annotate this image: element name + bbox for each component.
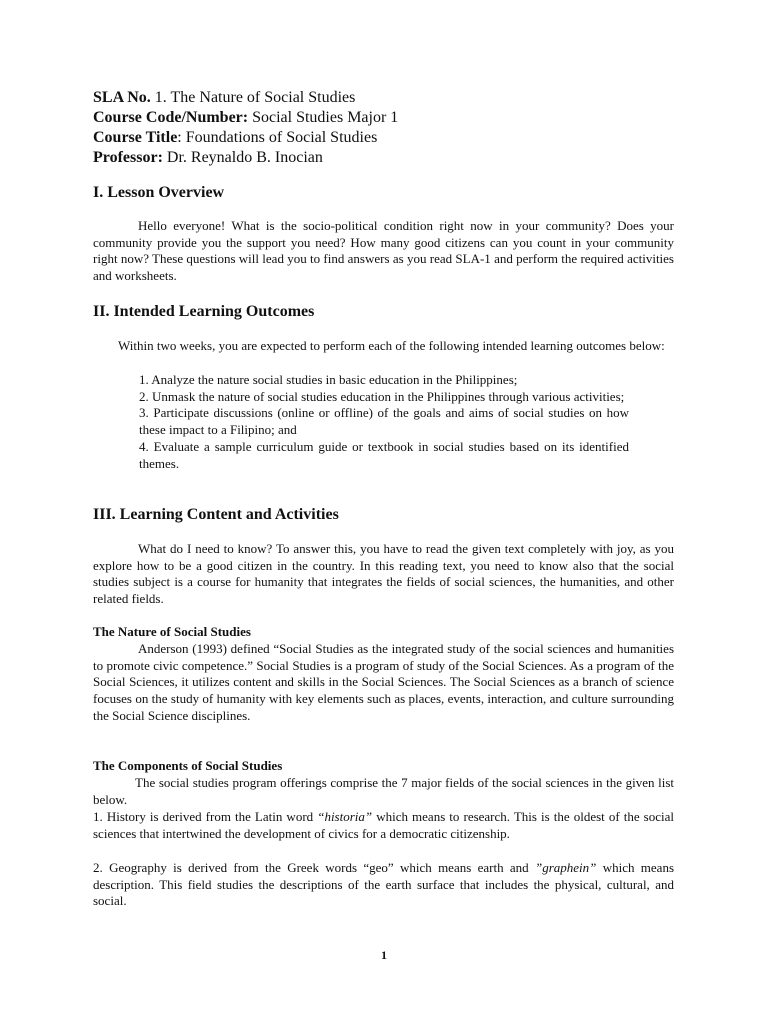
- history-item: [93, 809, 674, 842]
- professor-label: Professor:: [93, 149, 163, 166]
- components-heading: The Components of Social Studies: [93, 758, 283, 773]
- course-title-label: Course Title: [93, 129, 178, 146]
- sla-value: 1. The Nature of Social Studies: [150, 89, 356, 106]
- learning-content-intro: What do I need to know? To answer this, you have to read the given text completely with joy, as you explore how to be a good citizen in the country. In this reading text, you need to know also that the social studies subject is a course for humanity that integrates the fields of social sciences, the humanities, and other related fields.: [93, 541, 674, 607]
- course-title-value: : Foundations of Social Studies: [177, 129, 378, 146]
- learning-outcomes-list: [139, 372, 629, 472]
- history-text-start: 1. History is derived from the Latin word: [93, 809, 318, 824]
- geography-text-end: which means description. This field studies the descriptions of the earth surface that includes the physical, cultural, and social.: [93, 860, 675, 909]
- learning-outcomes-intro: Within two weeks, you are expected to perform each of the following intended learning outcomes below:: [118, 338, 665, 353]
- sla-line: [93, 88, 398, 108]
- professor-line: [93, 148, 398, 168]
- page-number: 1: [381, 948, 387, 962]
- outcome-item: 2. Unmask the nature of social studies education in the Philippines through various activities;: [139, 388, 625, 404]
- nature-heading: The Nature of Social Studies: [93, 624, 251, 639]
- course-code-value: Social Studies Major 1: [248, 109, 399, 126]
- nature-text: Anderson (1993) defined “Social Studies as the integrated study of the social sciences and humanities to promote civic competence.” Social Studies is a program of study of the Social Sciences. As a program of the Social Sciences, it utilizes content and skills in the Social Sciences. The Social Sciences as a branch of science focuses on the study of humanity with key elements such as places, events, interaction, and culture surrounding the Social Science disciplines.: [93, 641, 674, 723]
- course-code-line: [93, 108, 398, 128]
- outcome-item: 1. Analyze the nature social studies in basic education in the Philippines;: [139, 372, 518, 387]
- history-term: “historia”: [317, 809, 373, 824]
- outcome-item: 3. Participate discussions (online or offline) of the goals and aims of social studies on how these impact to a Filipino; and: [139, 405, 629, 438]
- course-code-label: Course Code/Number:: [93, 109, 249, 126]
- geography-text-start: 2. Geography is derived from the Greek words “geo” which means earth and: [93, 860, 535, 875]
- professor-value: Dr. Reynaldo B. Inocian: [162, 149, 323, 166]
- history-text-end: which means to research. This is the oldest of the social sciences that intertwined the development of civics for a democratic citizenship.: [93, 809, 674, 841]
- outcome-item: 4. Evaluate a sample curriculum guide or textbook in social studies based on its identified themes.: [139, 438, 629, 471]
- lesson-overview-text: Hello everyone! What is the socio-political condition right now in your community? Does your community provide you the support you need? How many good citizens can you count in your community right now? These questions will lead you to find answers as you read SLA-1 and perform the required activities and worksheets.: [93, 218, 674, 284]
- geography-item: [93, 860, 674, 910]
- course-title-line: [93, 128, 398, 148]
- geography-term: ”graphein”: [534, 860, 597, 875]
- document-header: [93, 88, 398, 168]
- learning-outcomes-heading: II. Intended Learning Outcomes: [93, 303, 315, 320]
- components-intro: The social studies program offerings comprise the 7 major fields of the social sciences in the given list below.: [93, 775, 674, 807]
- sla-label: SLA No.: [93, 89, 151, 106]
- learning-content-heading: III. Learning Content and Activities: [93, 506, 339, 523]
- lesson-overview-heading: I. Lesson Overview: [93, 184, 225, 201]
